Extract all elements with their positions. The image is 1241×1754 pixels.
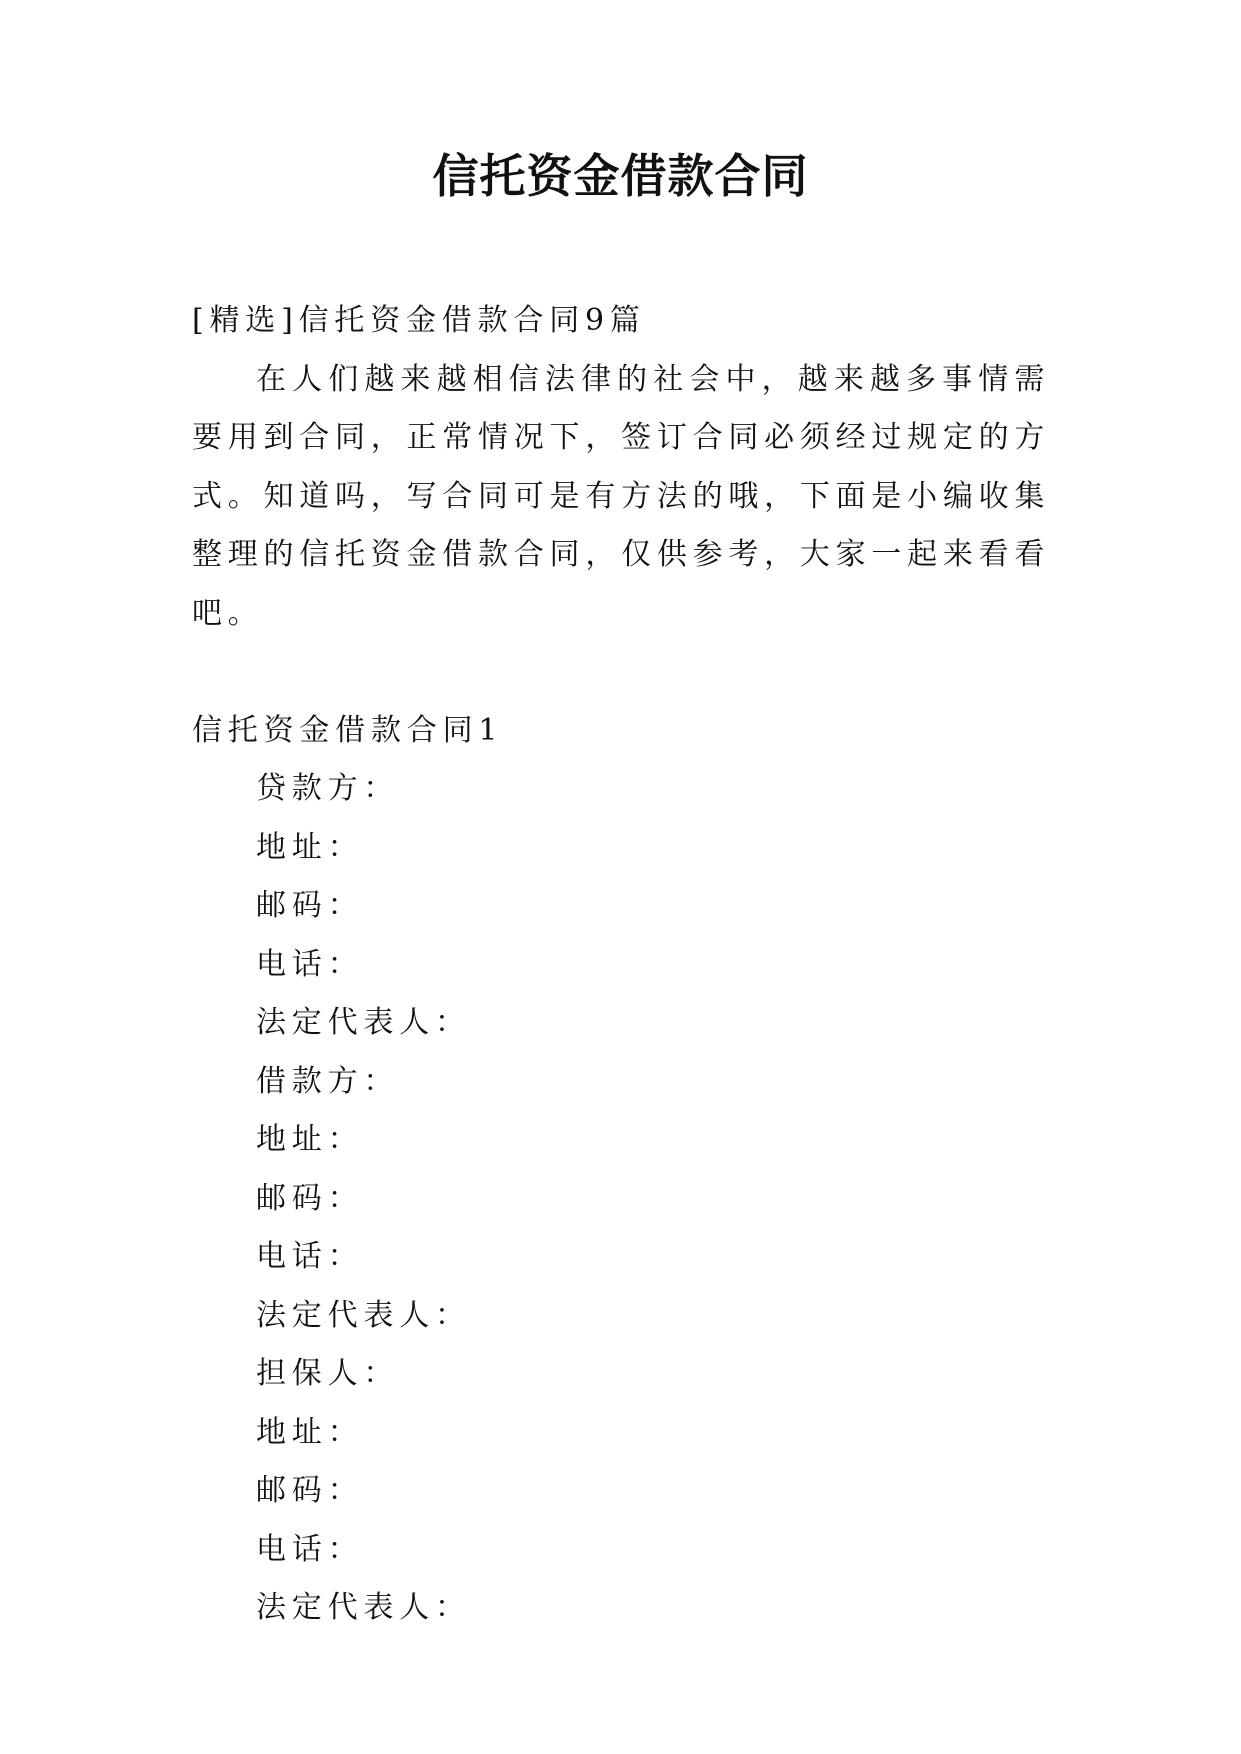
- borrower-address-label: 地址：: [256, 1122, 364, 1157]
- intro-paragraph: 在人们越来越相信法律的社会中，越来越多事情需要用到合同，正常情况下，签订合同必须经过规定的方式。知道吗，写合同可是有方法的哦，下面是小编收集整理的信托资金借款合同，仅供参考，大家一起来看看吧。: [192, 361, 1050, 631]
- document-title: 信托资金借款合同: [432, 149, 809, 203]
- borrower-postcode-label: 邮码：: [256, 1180, 364, 1216]
- document-subtitle: [精选]信托资金借款合同9篇: [192, 303, 646, 338]
- lender-phone-label: 电话：: [256, 946, 364, 982]
- section-heading: 信托资金借款合同1: [192, 712, 504, 748]
- borrower-phone-label: 电话：: [256, 1239, 364, 1274]
- guarantor-postcode-label: 邮码：: [256, 1473, 364, 1508]
- guarantor-representative-label: 法定代表人：: [256, 1590, 471, 1625]
- document-body: [192, 292, 1050, 1638]
- paragraph-spacer: [192, 643, 1050, 702]
- lender-label: 贷款方：: [256, 771, 400, 806]
- guarantor-address-label: 地址：: [256, 1414, 364, 1450]
- guarantor-phone-label: 电话：: [256, 1531, 364, 1567]
- lender-postcode-label: 邮码：: [256, 888, 364, 923]
- lender-representative-label: 法定代表人：: [256, 1005, 471, 1040]
- borrower-representative-label: 法定代表人：: [256, 1297, 471, 1333]
- lender-address-label: 地址：: [256, 829, 364, 865]
- borrower-label: 借款方：: [256, 1063, 400, 1099]
- guarantor-label: 担保人：: [256, 1356, 400, 1391]
